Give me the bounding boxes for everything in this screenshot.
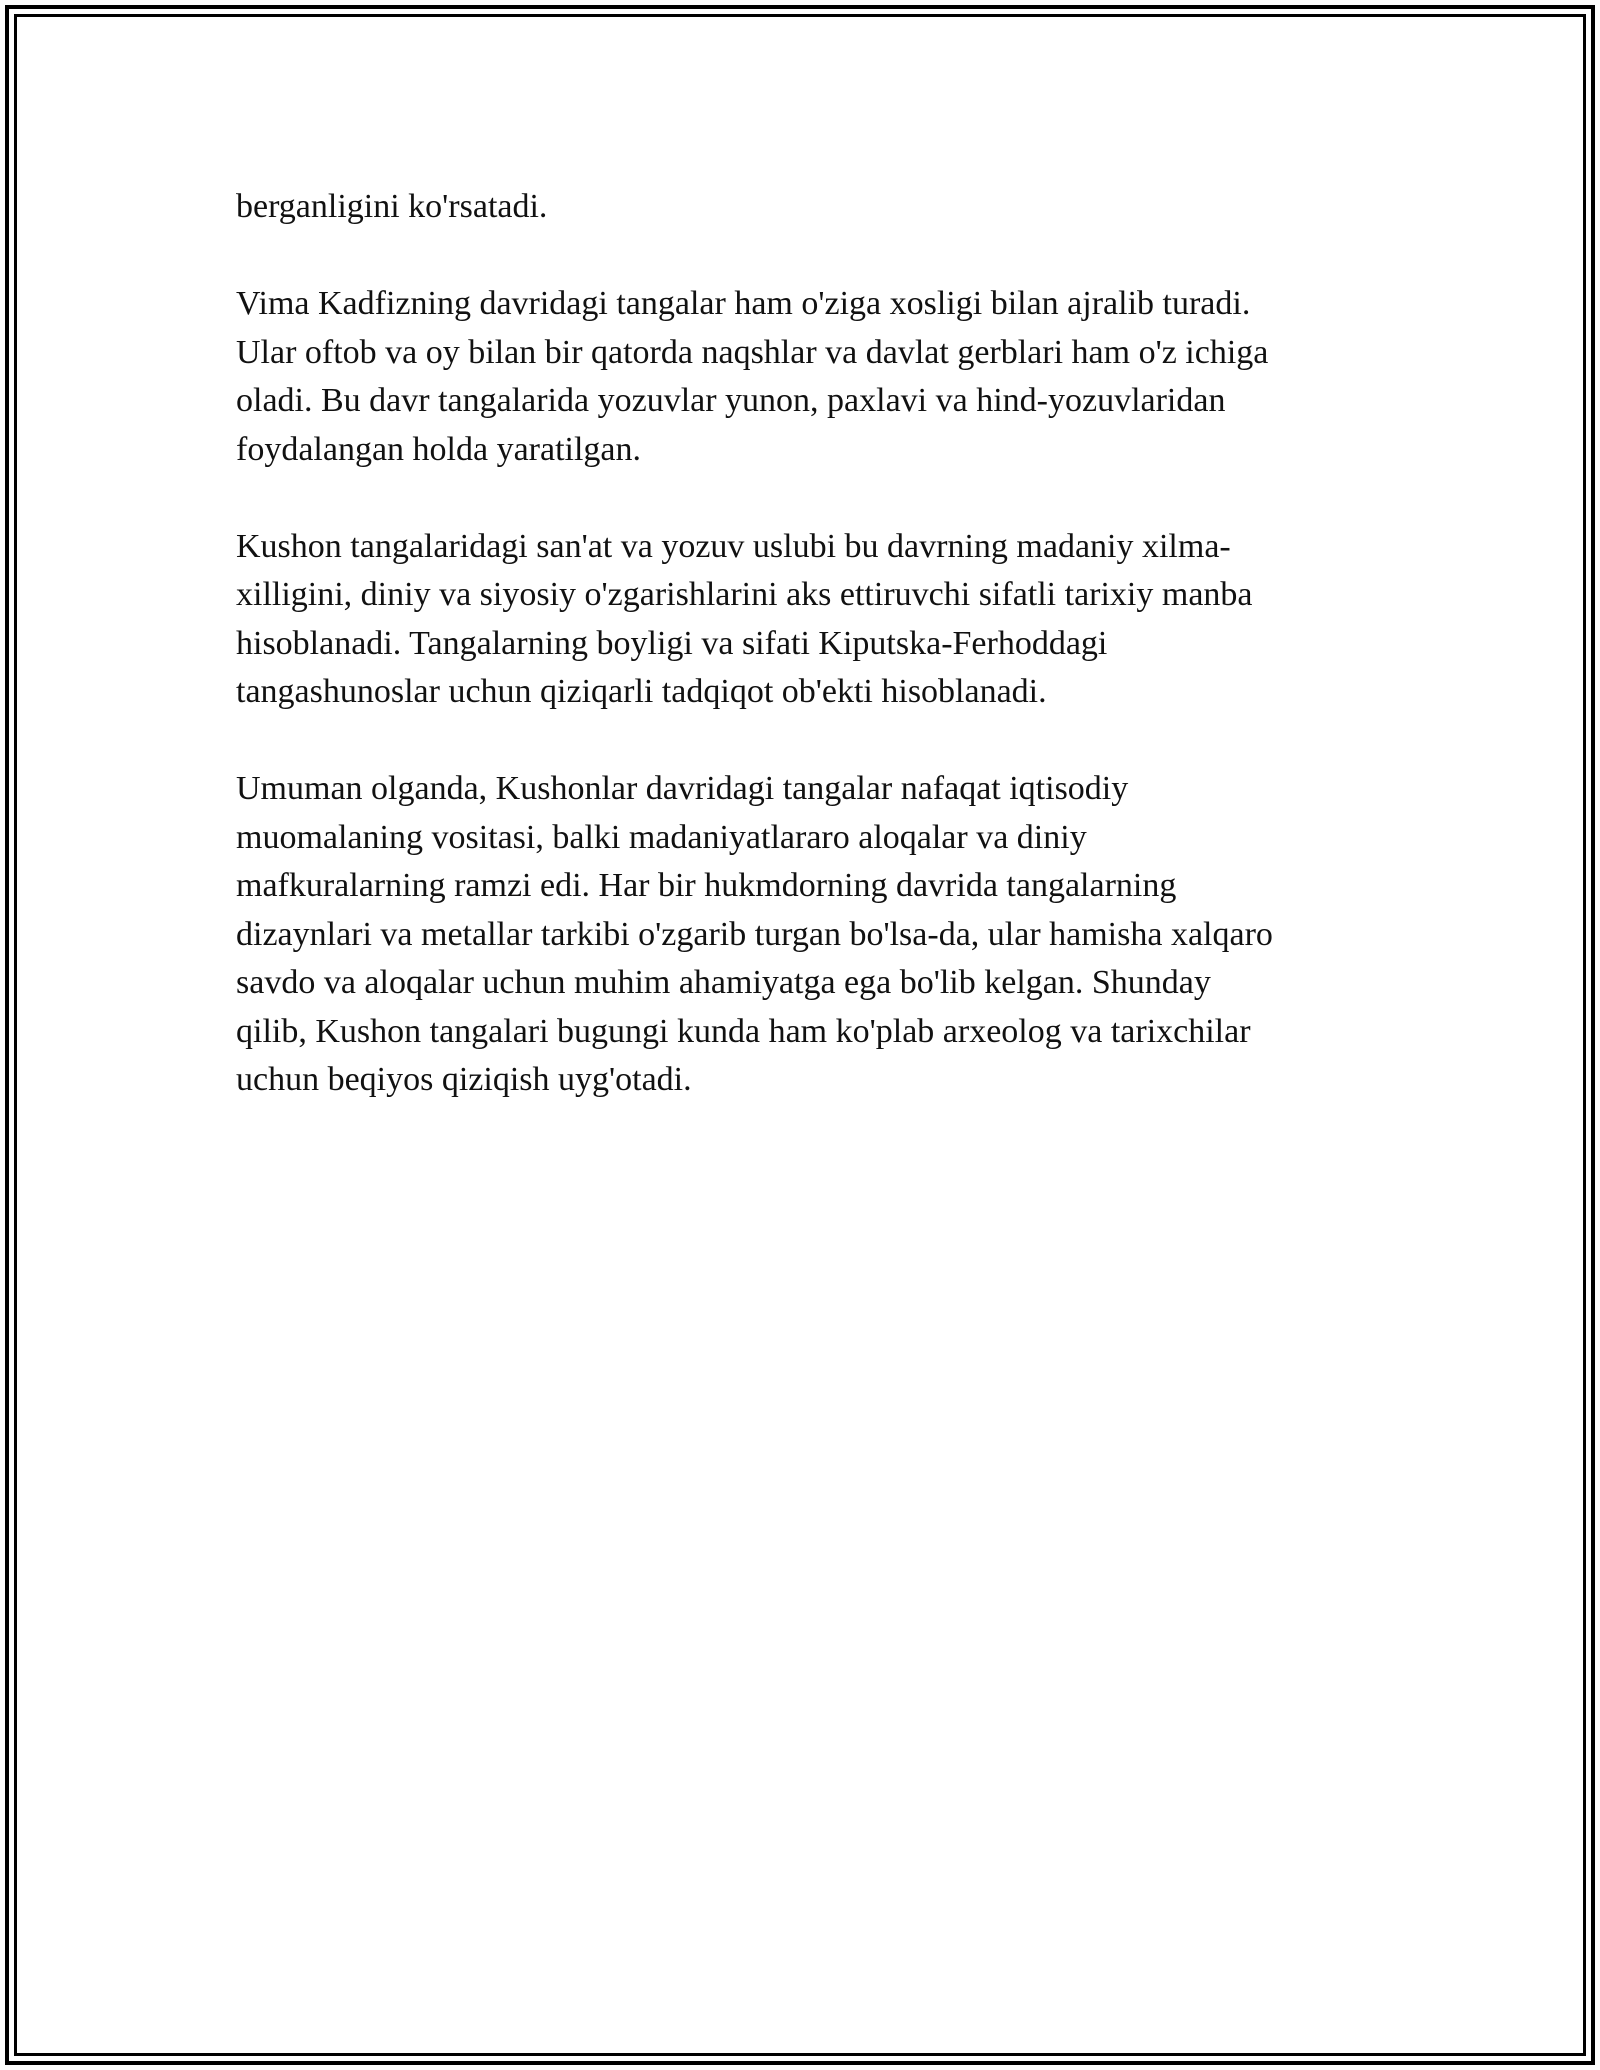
text-line: savdo va aloqalar uchun muhim ahamiyatga ega bo'lib kelgan. Shunday	[236, 964, 1211, 1001]
text-line: hisoblanadi. Tangalarning boyligi va sifati Kiputska-Ferhoddagi	[236, 624, 1108, 662]
paragraph-3	[236, 523, 1376, 717]
text-line: Vima Kadfizning davridagi tangalar ham o'ziga xosligi bilan ajralib turadi.	[236, 285, 1251, 322]
text-line: Ular oftob va oy bilan bir qatorda naqshlar va davlat gerblari ham o'z ichiga	[236, 333, 1269, 371]
paragraph-4	[236, 765, 1376, 1105]
text-line: foydalangan holda yaratilgan.	[236, 430, 642, 468]
text-line: mafkuralarning ramzi edi. Har bir hukmdorning davrida tangalarning	[236, 867, 1177, 904]
text-line: berganligini ko'rsatadi.	[236, 188, 548, 225]
text-line: dizaynlari va metallar tarkibi o'zgarib turgan bo'lsa-da, ular hamisha xalqaro	[236, 915, 1273, 953]
paragraph-1	[236, 183, 1376, 232]
paragraph-2	[236, 280, 1376, 474]
text-line: uchun beqiyos qiziqish uyg'otadi.	[236, 1061, 692, 1098]
text-line: Kushon tangalaridagi san'at va yozuv uslubi bu davrning madaniy xilma-	[236, 527, 1231, 565]
text-line: oladi. Bu davr tangalarida yozuvlar yunon, paxlavi va hind-yozuvlaridan	[236, 382, 1226, 419]
text-line: muomalaning vositasi, balki madaniyatlararo aloqalar va diniy	[236, 818, 1087, 856]
text-line: Umuman olganda, Kushonlar davridagi tangalar nafaqat iqtisodiy	[236, 770, 1129, 807]
text-line: tangashunoslar uchun qiziqarli tadqiqot ob'ekti hisoblanadi.	[236, 673, 1047, 710]
text-line: qilib, Kushon tangalari bugungi kunda ham ko'plab arxeolog va tarixchilar	[236, 1012, 1251, 1050]
document-body	[236, 183, 1376, 1105]
text-line: xilligini, diniy va siyosiy o'zgarishlarini aks ettiruvchi sifatli tarixiy manba	[236, 576, 1253, 613]
